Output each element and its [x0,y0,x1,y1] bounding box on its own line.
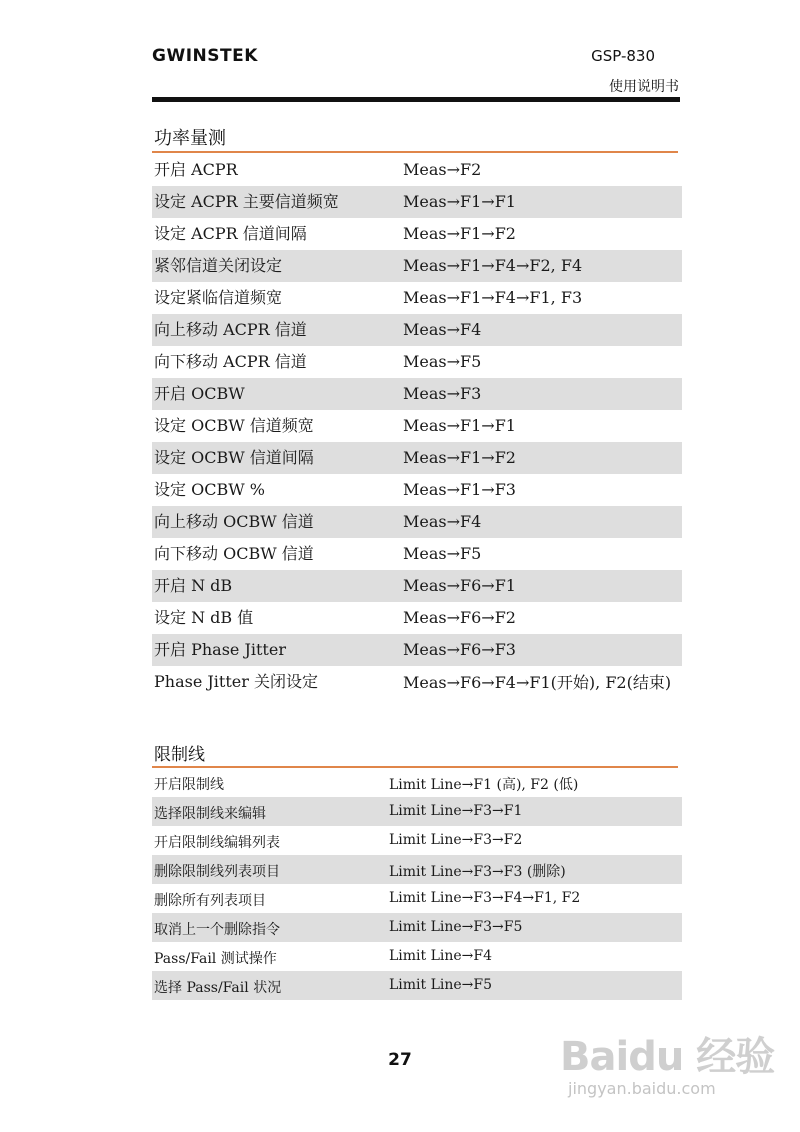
action-cell: 设定 N dB 值 [154,608,254,627]
page-number: 27 [388,1050,412,1070]
key-sequence-cell: Meas→F1→F2 [403,448,516,467]
table-row [152,971,682,1000]
section-title-limit-line: 限制线 [154,745,205,765]
action-cell: 取消上一个删除指令 [154,922,280,938]
table-row [152,797,682,826]
key-sequence-cell: Limit Line→F4 [389,948,493,964]
table-row [152,154,682,186]
manual-subtitle: 使用说明书 [609,79,679,95]
key-sequence-cell: Limit Line→F3→F4→F1, F2 [389,890,581,906]
key-sequence-cell: Meas→F5 [403,544,482,563]
table-row [152,942,682,971]
table-row [152,666,682,724]
baidu-jingyan-watermark [560,1025,790,1115]
table-row [152,506,682,538]
key-sequence-cell: Meas→F1→F1 [403,192,516,211]
action-cell: 设定 ACPR 主要信道频宽 [154,192,339,211]
key-sequence-cell: Limit Line→F1 (高), F2 (低) [389,777,579,793]
action-cell: 向上移动 ACPR 信道 [154,320,307,339]
action-cell: 开启 N dB [154,576,233,595]
key-sequence-cell: Meas→F1→F1 [403,416,516,435]
table-row [152,346,682,378]
key-sequence-cell: Meas→F6→F2 [403,608,516,627]
action-cell: 开启 OCBW [154,384,245,403]
brand-logo: GWINSTEK [152,46,258,66]
action-cell: 紧邻信道关闭设定 [154,256,283,275]
key-sequence-cell: Limit Line→F3→F5 [389,919,523,935]
section-title-power-measurement: 功率量测 [154,128,226,149]
action-cell: 向下移动 OCBW 信道 [154,544,314,563]
action-cell: 向下移动 ACPR 信道 [154,352,307,371]
table-row [152,634,682,666]
table-row [152,474,682,506]
action-cell: 向上移动 OCBW 信道 [154,512,314,531]
key-sequence-cell: Limit Line→F3→F2 [389,832,523,848]
table-row [152,884,682,913]
table-row [152,218,682,250]
table-row [152,410,682,442]
key-sequence-cell: Meas→F2 [403,160,482,179]
action-cell: 开启 Phase Jitter [154,640,286,659]
action-cell: 设定 OCBW 信道频宽 [154,416,314,435]
action-cell: 开启 ACPR [154,160,238,179]
watermark-brand: Baidu 经验 [560,1034,775,1080]
table-row [152,570,682,602]
action-cell: 设定紧临信道频宽 [154,288,283,307]
table-row [152,314,682,346]
table-row [152,442,682,474]
key-sequence-cell: Limit Line→F5 [389,977,493,993]
key-sequence-cell: Meas→F1→F2 [403,224,516,243]
action-cell: Phase Jitter 关闭设定 [154,672,318,691]
action-cell: 设定 OCBW % [154,480,265,499]
action-cell: 开启限制线 [154,777,224,793]
table-row [152,378,682,410]
action-cell: 开启限制线编辑列表 [154,835,280,851]
model-name: GSP-830 [591,47,655,65]
watermark-url: jingyan.baidu.com [568,1079,716,1098]
key-sequence-cell: Limit Line→F3→F1 [389,803,523,819]
action-cell: 选择 Pass/Fail 状况 [154,980,282,996]
action-cell: 设定 OCBW 信道间隔 [154,448,314,467]
table-row [152,538,682,570]
key-sequence-cell: Meas→F1→F4→F1, F3 [403,288,583,307]
key-sequence-cell: Meas→F4 [403,320,482,339]
section-divider [152,151,678,153]
table-row [152,826,682,855]
table-row [152,602,682,634]
action-cell: 设定 ACPR 信道间隔 [154,224,307,243]
action-cell: Pass/Fail 测试操作 [154,951,277,967]
key-sequence-cell: Meas→F6→F4→F1(开始), F2(结束) [403,673,672,692]
table-row [152,913,682,942]
header-divider [152,97,680,102]
key-sequence-cell: Meas→F6→F1 [403,576,516,595]
table-row [152,250,682,282]
action-cell: 选择限制线来编辑 [154,806,266,822]
action-cell: 删除所有列表项目 [154,893,266,909]
table-row [152,855,682,884]
key-sequence-cell: Meas→F4 [403,512,482,531]
key-sequence-cell: Meas→F3 [403,384,482,403]
key-sequence-cell: Meas→F6→F3 [403,640,516,659]
table-row [152,282,682,314]
action-cell: 删除限制线列表项目 [154,864,280,880]
key-sequence-cell: Meas→F1→F3 [403,480,516,499]
limit-line-table [152,768,682,1000]
table-row [152,768,682,797]
table-row [152,186,682,218]
power-measurement-table [152,154,682,724]
key-sequence-cell: Limit Line→F3→F3 (删除) [389,864,566,880]
key-sequence-cell: Meas→F5 [403,352,482,371]
key-sequence-cell: Meas→F1→F4→F2, F4 [403,256,583,275]
